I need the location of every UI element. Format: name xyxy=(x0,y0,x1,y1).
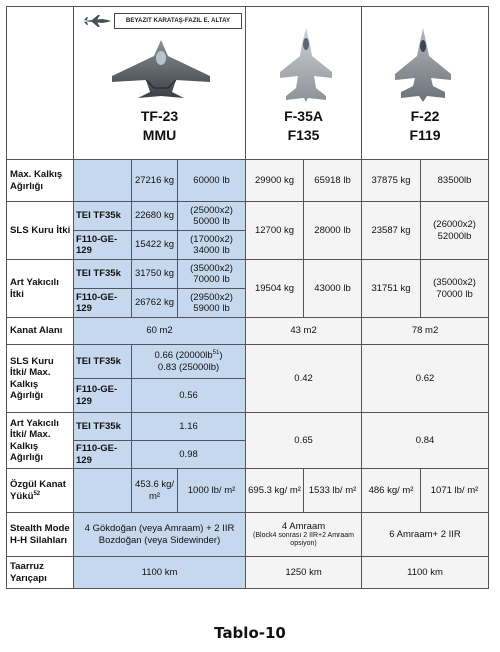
table-cell: 695.3 kg/ m² xyxy=(246,469,304,513)
engine-label: F110-GE-129 xyxy=(74,289,132,318)
table-cell: (29500x2) 59000 lb xyxy=(178,289,246,318)
tf23-engine: MMU xyxy=(142,127,177,143)
row-wing-loading xyxy=(7,469,489,513)
footnote-ref: 51 xyxy=(212,350,220,357)
table-caption: Tablo-10 xyxy=(214,624,286,642)
comparison-table-wrapper xyxy=(6,6,488,589)
tf23-name: TF-23 xyxy=(140,108,179,124)
table-cell: 65918 lb xyxy=(304,160,362,202)
engine-label: TEI TF35k xyxy=(74,260,132,289)
table-cell: 1100 km xyxy=(362,557,489,589)
table-cell xyxy=(74,469,132,513)
table-cell: 1071 lb/ m² xyxy=(421,469,489,513)
table-cell: 60 m2 xyxy=(74,318,246,345)
table-cell: (25000x2) 50000 lb xyxy=(178,202,246,231)
table-cell: 23587 kg xyxy=(362,202,421,260)
row-label: Art Yakıcılı İtki/ Max. Kalkış Ağırlığı xyxy=(7,413,74,469)
note-text: (Block4 sonrası 2 IIR+2 Amraam opsiyon) xyxy=(253,531,355,548)
tf23-aircraft-image xyxy=(106,34,216,104)
author-banner: BEYAZIT KARATAŞ-FAZIL E. ALTAY xyxy=(114,13,242,29)
footnote-ref: 52 xyxy=(33,490,41,497)
row-label: Max. Kalkış Ağırlığı xyxy=(7,160,74,202)
engine-label: TEI TF35k xyxy=(74,202,132,231)
row-weapons xyxy=(7,513,489,557)
value-text: ) xyxy=(219,350,223,362)
table-cell: 19504 kg xyxy=(246,260,304,318)
table-cell xyxy=(74,160,132,202)
row-mtow xyxy=(7,160,489,202)
table-cell: (35000x2) 70000 lb xyxy=(421,260,489,318)
value-text: 4 Amraam xyxy=(281,520,326,532)
table-cell xyxy=(132,345,246,379)
table-cell: 486 kg/ m² xyxy=(362,469,421,513)
table-cell: 28000 lb xyxy=(304,202,362,260)
engine-label: F110-GE-129 xyxy=(74,441,132,469)
table-cell: 1533 lb/ m² xyxy=(304,469,362,513)
table-cell: 0.65 xyxy=(246,413,362,469)
header-f35 xyxy=(246,7,362,160)
engine-label: TEI TF35k xyxy=(74,413,132,441)
value-text: 0.66 (20000lb xyxy=(154,350,213,362)
row-twr-ab-1 xyxy=(7,413,489,441)
table-cell: 4 Gökdoğan (veya Amraam) + 2 IIR Bozdoğan (veya Sidewinder) xyxy=(74,513,246,557)
table-cell: 31750 kg xyxy=(132,260,178,289)
table-cell: 37875 kg xyxy=(362,160,421,202)
f35-aircraft-image xyxy=(276,26,336,106)
table-cell: 43 m2 xyxy=(246,318,362,345)
header-row xyxy=(7,7,489,160)
table-cell: 0.56 xyxy=(132,379,246,413)
row-ab-1 xyxy=(7,260,489,289)
table-cell: 83500lb xyxy=(421,160,489,202)
table-cell: 1250 km xyxy=(246,557,362,589)
row-label: Taarruz Yarıçapı xyxy=(7,557,74,589)
table-cell: 15422 kg xyxy=(132,231,178,260)
engine-label: F110-GE-129 xyxy=(74,379,132,413)
row-label: Art Yakıcılı İtki xyxy=(7,260,74,318)
engine-label: TEI TF35k xyxy=(74,345,132,379)
table-cell: 29900 kg xyxy=(246,160,304,202)
table-cell xyxy=(246,513,362,557)
table-cell: 1.16 xyxy=(132,413,246,441)
row-sls-1 xyxy=(7,202,489,231)
row-label: Stealth Mode H-H Silahları xyxy=(7,513,74,557)
jet-icon xyxy=(82,14,112,28)
table-cell: 27216 kg xyxy=(132,160,178,202)
f35-name: F-35A xyxy=(284,108,323,124)
f22-name: F-22 xyxy=(410,108,440,124)
f22-engine: F119 xyxy=(409,127,441,143)
f22-aircraft-image xyxy=(391,26,455,106)
table-cell: (35000x2) 70000 lb xyxy=(178,260,246,289)
table-cell: 0.42 xyxy=(246,345,362,413)
table-cell: 43000 lb xyxy=(304,260,362,318)
f35-engine: F135 xyxy=(287,127,320,143)
table-cell: 6 Amraam+ 2 IIR xyxy=(362,513,489,557)
header-empty-cell xyxy=(7,7,74,160)
row-label: SLS Kuru İtki/ Max. Kalkış Ağırlığı xyxy=(7,345,74,413)
row-label xyxy=(7,469,74,513)
row-label: SLS Kuru İtki xyxy=(7,202,74,260)
comparison-table xyxy=(6,6,489,589)
row-wing xyxy=(7,318,489,345)
table-cell: (17000x2) 34000 lb xyxy=(178,231,246,260)
table-cell: 12700 kg xyxy=(246,202,304,260)
table-cell: 26762 kg xyxy=(132,289,178,318)
table-cell: 31751 kg xyxy=(362,260,421,318)
table-cell: 453.6 kg/ m² xyxy=(132,469,178,513)
row-label-text: Özgül Kanat Yükü xyxy=(10,479,66,502)
table-cell: 0.98 xyxy=(132,441,246,469)
table-cell: 78 m2 xyxy=(362,318,489,345)
row-radius xyxy=(7,557,489,589)
table-cell: 60000 lb xyxy=(178,160,246,202)
header-f22 xyxy=(362,7,489,160)
row-twr-sls-1 xyxy=(7,345,489,379)
header-tf23 xyxy=(74,7,246,160)
engine-label: F110-GE-129 xyxy=(74,231,132,260)
table-cell: 0.62 xyxy=(362,345,489,413)
row-label: Kanat Alanı xyxy=(7,318,74,345)
table-cell: 1100 km xyxy=(74,557,246,589)
table-cell: 0.84 xyxy=(362,413,489,469)
value-text: 0.83 (25000lb) xyxy=(157,361,220,373)
table-cell: (26000x2) 52000lb xyxy=(421,202,489,260)
table-cell: 22680 kg xyxy=(132,202,178,231)
table-cell: 1000 lb/ m² xyxy=(178,469,246,513)
